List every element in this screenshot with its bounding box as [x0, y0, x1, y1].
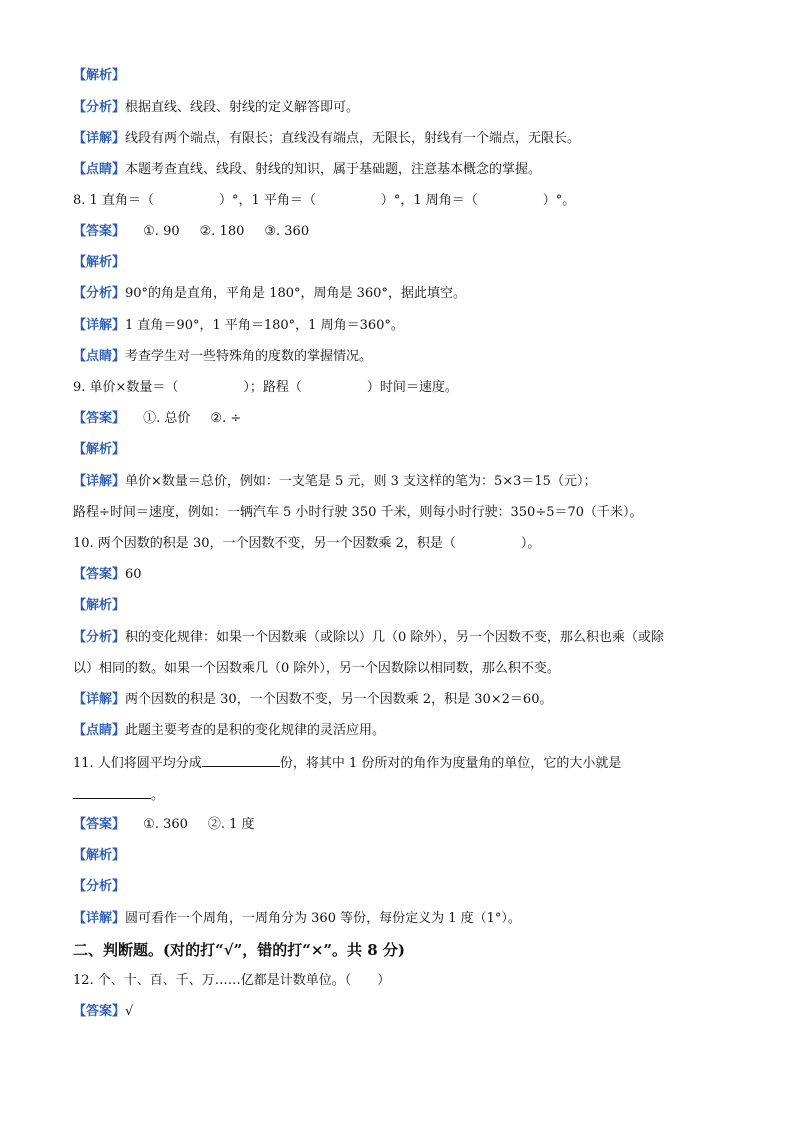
label-answer: 【答案】 [73, 224, 126, 239]
answer-item: ③. 360 [264, 224, 310, 239]
answer-item: ②. 1 度 [207, 817, 255, 832]
answer-item: ①. 总价 [143, 411, 191, 426]
blank-underline [202, 754, 280, 767]
question-10 [73, 535, 734, 553]
label-fenxi: 【分析】 [73, 879, 126, 894]
question-9 [73, 379, 734, 397]
label-answer: 【答案】 [73, 1004, 126, 1019]
detail-text: 圆可看作一个周角，一周角分为 360 等份，每份定义为 1 度（1°）。 [125, 911, 521, 926]
analysis-text: 积的变化规律：如果一个因数乘（或除以）几（0 除外），另一个因数不变，那么积也乘（或除 [125, 630, 664, 645]
analysis-line [73, 629, 734, 647]
label-xiangjie: 【详解】 [73, 474, 126, 489]
detail-text: 路程÷时间＝速度，例如：一辆汽车 5 小时行驶 350 千米，则每小时行驶：350÷5＝70（千米）。 [73, 505, 643, 520]
question-text: 9. 单价×数量＝（ ）；路程（ ）时间＝速度。 [73, 380, 458, 395]
label-xiangjie: 【详解】 [73, 911, 126, 926]
label-xiangjie: 【详解】 [73, 692, 126, 707]
analysis-header [73, 597, 734, 615]
label-fenxi: 【分析】 [73, 630, 126, 645]
question-11-continuation [73, 786, 734, 804]
label-dianjing: 【点睛】 [73, 162, 126, 177]
detail-text: 线段有两个端点，有限长；直线没有端点，无限长，射线有一个端点，无限长。 [125, 131, 581, 146]
comment-line [73, 161, 734, 179]
analysis-continuation [73, 660, 734, 678]
comment-line [73, 722, 734, 740]
comment-text: 本题考查直线、线段、射线的知识，属于基础题，注意基本概念的掌握。 [125, 162, 542, 177]
question-text: 10. 两个因数的积是 30，一个因数不变，另一个因数乘 2，积是（ ）。 [73, 536, 541, 551]
analysis-text: 90°的角是直角，平角是 180°，周角是 360°，据此填空。 [125, 286, 466, 301]
answer-items [143, 816, 274, 834]
answer-items [143, 410, 261, 428]
answer-item: ①. 360 [143, 817, 188, 832]
analysis-line [73, 99, 734, 117]
detail-text: 两个因数的积是 30，一个因数不变，另一个因数乘 2，积是 30×2＝60。 [125, 692, 553, 707]
answer-line [73, 566, 734, 584]
section-title: 二、判断题。(对的打“√”，错的打“×”。共 8 分) [73, 941, 406, 959]
label-analysis: 【解析】 [73, 255, 126, 270]
label-xiangjie: 【详解】 [73, 131, 126, 146]
blank-underline [73, 786, 151, 799]
comment-text: 考查学生对一些特殊角的度数的掌握情况。 [125, 349, 373, 364]
analysis-header [73, 254, 734, 272]
label-answer: 【答案】 [73, 567, 126, 582]
label-analysis: 【解析】 [73, 68, 126, 83]
question-11 [73, 754, 734, 772]
question-12 [73, 972, 734, 990]
answer-item: ①. 90 [143, 224, 180, 239]
detail-continuation [73, 504, 734, 522]
answer-item: ②. ÷ [210, 411, 242, 426]
comment-line [73, 348, 734, 366]
analysis-text: 以）相同的数。如果一个因数乘几（0 除外），另一个因数除以相同数，那么积不变。 [73, 661, 560, 676]
detail-line [73, 130, 734, 148]
analysis-header [73, 847, 734, 865]
analysis-text: 根据直线、线段、射线的定义解答即可。 [125, 100, 360, 115]
question-text: 8. 1 直角＝（ ）°，1 平角＝（ ）°，1 周角＝（ ）°。 [73, 193, 576, 208]
label-analysis: 【解析】 [73, 848, 126, 863]
label-dianjing: 【点睛】 [73, 349, 126, 364]
label-fenxi: 【分析】 [73, 286, 126, 301]
question-8 [73, 192, 734, 210]
analysis-line [73, 285, 734, 303]
answer-line [73, 223, 734, 241]
label-analysis: 【解析】 [73, 598, 126, 613]
question-text: 。 [151, 788, 165, 803]
analysis-header [73, 67, 734, 85]
question-text-part-a: 11. 人们将圆平均分成 [73, 756, 202, 771]
question-text: 12. 个、十、百、千、万……亿都是计数单位。（ ） [73, 973, 391, 988]
answer-value: 60 [125, 567, 142, 582]
comment-text: 此题主要考查的是积的变化规律的灵活应用。 [125, 723, 386, 738]
label-dianjing: 【点睛】 [73, 723, 126, 738]
analysis-line [73, 878, 734, 896]
answer-value: √ [125, 1004, 134, 1019]
label-analysis: 【解析】 [73, 442, 126, 457]
label-xiangjie: 【详解】 [73, 318, 126, 333]
detail-line [73, 317, 734, 335]
detail-line [73, 691, 734, 709]
section-heading [73, 941, 734, 959]
label-fenxi: 【分析】 [73, 100, 126, 115]
answer-line [73, 816, 734, 834]
detail-line [73, 473, 734, 491]
question-text-part-b: 份，将其中 1 份所对的角作为度量角的单位，它的大小就是 [279, 756, 622, 771]
label-answer: 【答案】 [73, 411, 126, 426]
label-answer: 【答案】 [73, 817, 126, 832]
detail-text: 1 直角＝90°，1 平角＝180°，1 周角＝360°。 [125, 318, 404, 333]
analysis-header [73, 441, 734, 459]
answer-line [73, 1003, 734, 1021]
detail-line [73, 910, 734, 928]
answer-items [143, 223, 329, 241]
answer-item: ②. 180 [199, 224, 245, 239]
answer-line [73, 410, 734, 428]
detail-text: 单价×数量＝总价，例如：一支笔是 5 元，则 3 支这样的笔为：5×3＝15（元）； [125, 474, 597, 489]
